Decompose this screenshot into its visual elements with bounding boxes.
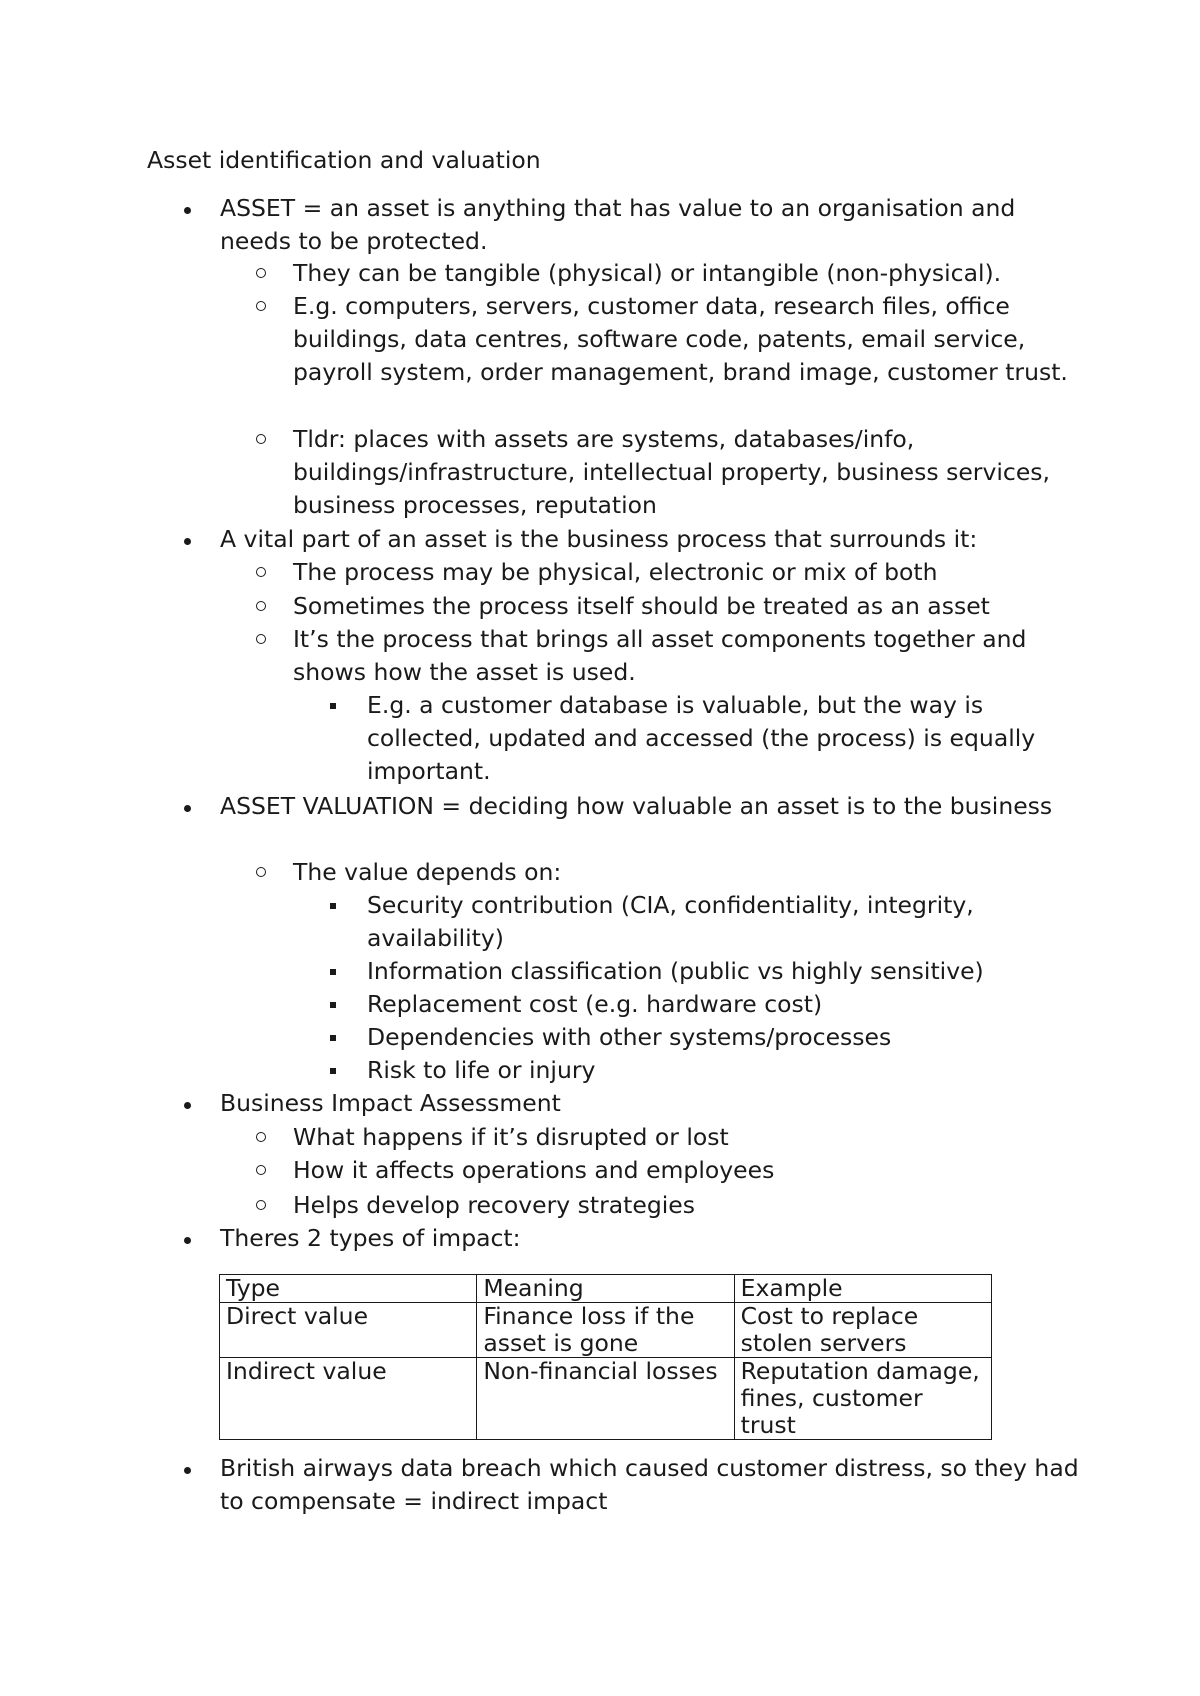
list-item-text: Tldr: places with assets are systems, databases/info, buildings/infrastructure, intellectual property, business services, business processes, reputation (293, 425, 1050, 519)
list-item (293, 257, 1083, 290)
list-item-text: A vital part of an asset is the business process that surrounds it: (220, 525, 978, 553)
list-item (293, 1189, 1083, 1222)
list-item (293, 623, 1083, 689)
list-item (220, 1222, 1080, 1255)
list-item-text: Theres 2 types of impact: (220, 1224, 521, 1252)
list-item-text: Replacement cost (e.g. hardware cost) (367, 990, 823, 1018)
list-item-text: Helps develop recovery strategies (293, 1191, 695, 1219)
bullet-icon (184, 1467, 191, 1474)
bullet-icon (184, 1102, 191, 1109)
table-header-cell: Meaning (477, 1275, 734, 1303)
table-row (220, 1358, 992, 1440)
list-item (293, 423, 1083, 522)
document-title: Asset identification and valuation (147, 146, 541, 174)
circle-bullet-icon (256, 301, 266, 311)
list-item (220, 790, 1080, 823)
bullet-icon (184, 1237, 191, 1244)
list-item-text: Sometimes the process itself should be treated as an asset (293, 592, 990, 620)
list-item (220, 523, 1080, 556)
list-item-text: Information classification (public vs highly sensitive) (367, 957, 984, 985)
impact-table (219, 1274, 992, 1440)
circle-bullet-icon (256, 434, 266, 444)
list-item-text: E.g. a customer database is valuable, but the way is collected, updated and accessed (the process) is equally important. (367, 691, 1036, 785)
list-item (293, 290, 1083, 389)
list-item-text: ASSET VALUATION = deciding how valuable an asset is to the business (220, 792, 1053, 820)
table-header-cell: Example (734, 1275, 991, 1303)
list-item (293, 1154, 1083, 1187)
table-cell: Direct value (220, 1303, 477, 1358)
circle-bullet-icon (256, 268, 266, 278)
bullet-icon (184, 805, 191, 812)
list-item-text: ASSET = an asset is anything that has value to an organisation and needs to be protected. (220, 194, 1016, 255)
list-item (367, 889, 1087, 955)
circle-bullet-icon (256, 567, 266, 577)
list-item-text: E.g. computers, servers, customer data, research files, office buildings, data centres, software code, patents, email service, payroll system, order management, brand image, customer trust. (293, 292, 1068, 386)
list-item (293, 556, 1083, 589)
table-cell: Cost to replace stolen servers (734, 1303, 991, 1358)
list-item-text: The process may be physical, electronic or mix of both (293, 558, 938, 586)
list-item (220, 192, 1080, 258)
list-item-text: Security contribution (CIA, confidentiality, integrity, availability) (367, 891, 974, 952)
square-bullet-icon (330, 1035, 336, 1041)
list-item (220, 1087, 1080, 1120)
table-cell: Finance loss if the asset is gone (477, 1303, 734, 1358)
table-cell: Non-financial losses (477, 1358, 734, 1440)
list-item (367, 1021, 1087, 1054)
list-item (367, 689, 1087, 788)
list-item (220, 1452, 1080, 1518)
bullet-icon (184, 207, 191, 214)
list-item-text: They can be tangible (physical) or intangible (non-physical). (293, 259, 1002, 287)
circle-bullet-icon (256, 1132, 266, 1142)
list-item (293, 590, 1083, 623)
list-item (367, 1054, 1087, 1087)
table-header-cell: Type (220, 1275, 477, 1303)
list-item (293, 856, 1083, 889)
circle-bullet-icon (256, 1165, 266, 1175)
list-item-text: Risk to life or injury (367, 1056, 596, 1084)
list-item-text: Dependencies with other systems/processes (367, 1023, 892, 1051)
square-bullet-icon (330, 1002, 336, 1008)
square-bullet-icon (330, 703, 336, 709)
circle-bullet-icon (256, 601, 266, 611)
square-bullet-icon (330, 1068, 336, 1074)
list-item-text: How it affects operations and employees (293, 1156, 775, 1184)
table-header-row (220, 1275, 992, 1303)
circle-bullet-icon (256, 634, 266, 644)
table-cell: Indirect value (220, 1358, 477, 1440)
circle-bullet-icon (256, 867, 266, 877)
list-item-text: What happens if it’s disrupted or lost (293, 1123, 729, 1151)
circle-bullet-icon (256, 1200, 266, 1210)
list-item-text: Business Impact Assessment (220, 1089, 561, 1117)
list-item (367, 955, 1087, 988)
list-item (367, 988, 1087, 1021)
list-item (293, 1121, 1083, 1154)
list-item-text: British airways data breach which caused customer distress, so they had to compensate = indirect impact (220, 1454, 1079, 1515)
list-item-text: It’s the process that brings all asset components together and shows how the asset is used. (293, 625, 1027, 686)
table-cell: Reputation damage, fines, customer trust (734, 1358, 991, 1440)
bullet-icon (184, 538, 191, 545)
table-row (220, 1303, 992, 1358)
square-bullet-icon (330, 969, 336, 975)
list-item-text: The value depends on: (293, 858, 562, 886)
square-bullet-icon (330, 903, 336, 909)
